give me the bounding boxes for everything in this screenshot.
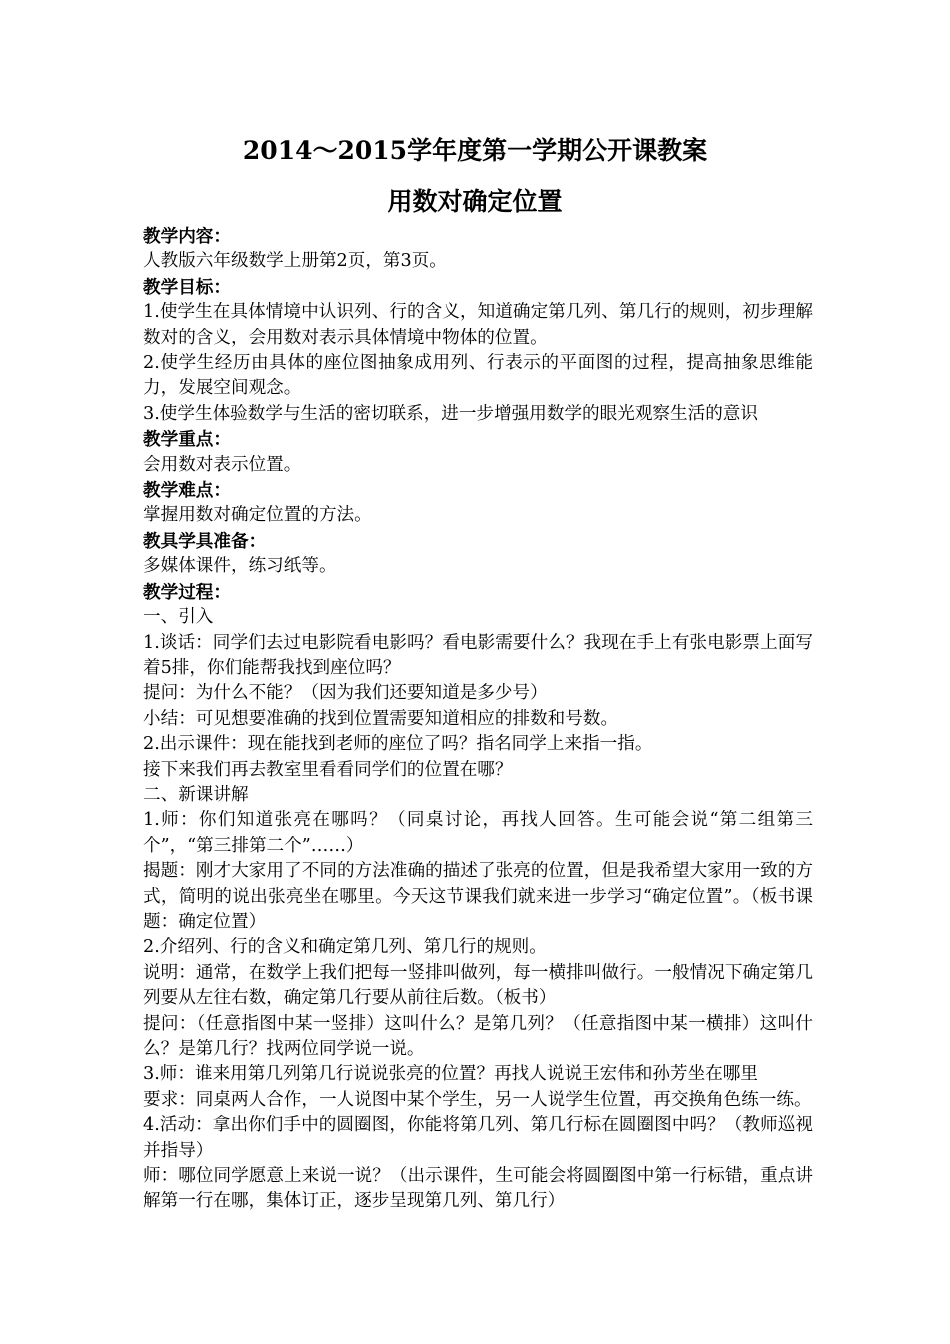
difficulty-heading: 教学难点： bbox=[143, 480, 231, 502]
paragraph: 1.师：你们知道张亮在哪吗？（同桌讨论，再找人回答。生可能会说“第二组第三个”，“第三排第二个”……） bbox=[143, 810, 813, 856]
materials-text: 多媒体课件，练习纸等。 bbox=[143, 556, 337, 577]
paragraph: 说明：通常，在数学上我们把每一竖排叫做列，每一横排叫做行。一般情况下确定第几列要从左往右数，确定第几行要从前往后数。（板书） bbox=[143, 962, 813, 1009]
paragraph: 1.谈话：同学们去过电影院看电影吗？看电影需要什么？我现在手上有张电影票上面写着5排，你们能帮我找到座位吗？ bbox=[143, 632, 813, 678]
document-title: 2014～2015学年度第一学期公开课教案 bbox=[242, 136, 708, 165]
paragraph: 提问：（任意指图中某一竖排）这叫什么？是第几列？（任意指图中某一横排）这叫什么？是第几行？找两位同学说一说。 bbox=[143, 1013, 813, 1059]
paragraph: 2.介绍列、行的含义和确定第几列、第几行的规则。 bbox=[143, 937, 547, 958]
key-text: 会用数对表示位置。 bbox=[143, 454, 302, 475]
document-subtitle: 用数对确定位置 bbox=[387, 187, 563, 216]
difficulty-text: 掌握用数对确定位置的方法。 bbox=[143, 505, 372, 526]
paragraph: 提问：为什么不能？（因为我们还要知道是多少号） bbox=[143, 683, 548, 704]
section-heading: 二、新课讲解 bbox=[143, 784, 249, 805]
content-heading: 教学内容： bbox=[143, 226, 231, 247]
paragraph: 3.师：谁来用第几列第几行说说张亮的位置？再找人说说王宏伟和孙芳坐在哪里 bbox=[143, 1064, 758, 1085]
objectives-heading: 教学目标： bbox=[143, 276, 231, 298]
paragraph: 小结：可见想要准确的找到位置需要知道相应的排数和号数。 bbox=[143, 708, 619, 729]
objective-2: 2.使学生经历由具体的座位图抽象成用列、行表示的平面图的过程，提高抽象思维能力，发展空间观念。 bbox=[143, 353, 813, 399]
paragraph: 2.出示课件：现在能找到老师的座位了吗？指名同学上来指一指。 bbox=[143, 734, 653, 755]
objective-3: 3.使学生体验数学与生活的密切联系，进一步增强用数学的眼光观察生活的意识 bbox=[143, 403, 758, 424]
paragraph: 4.活动：拿出你们手中的圆圈图，你能将第几列、第几行标在圆圈图中吗？（教师巡视并指导） bbox=[143, 1115, 813, 1161]
process-heading: 教学过程： bbox=[143, 581, 231, 603]
paragraph: 师：哪位同学愿意上来说一说？（出示课件，生可能会将圆圈图中第一行标错，重点讲解第一行在哪，集体订正，逐步呈现第几列、第几行） bbox=[143, 1166, 813, 1212]
materials-heading: 教具学具准备： bbox=[143, 530, 267, 552]
paragraph: 要求：同桌两人合作，一人说图中某个学生，另一人说学生位置，再交换角色练一练。 bbox=[143, 1089, 812, 1110]
document-body bbox=[143, 224, 813, 1215]
content-text: 人教版六年级数学上册第2页，第3页。 bbox=[143, 251, 447, 272]
paragraph: 揭题：刚才大家用了不同的方法准确的描述了张亮的位置，但是我希望大家用一致的方式，简明的说出张亮坐在哪里。今天这节课我们就来进一步学习“确定位置”。（板书课题：确定位置） bbox=[143, 861, 813, 932]
key-heading: 教学重点： bbox=[143, 429, 231, 451]
section-heading: 一、引入 bbox=[143, 607, 214, 628]
objective-1: 1.使学生在具体情境中认识列、行的含义，知道确定第几列、第几行的规则，初步理解数对的含义，会用数对表示具体情境中物体的位置。 bbox=[143, 302, 813, 348]
paragraph: 接下来我们再去教室里看看同学们的位置在哪？ bbox=[143, 759, 513, 780]
